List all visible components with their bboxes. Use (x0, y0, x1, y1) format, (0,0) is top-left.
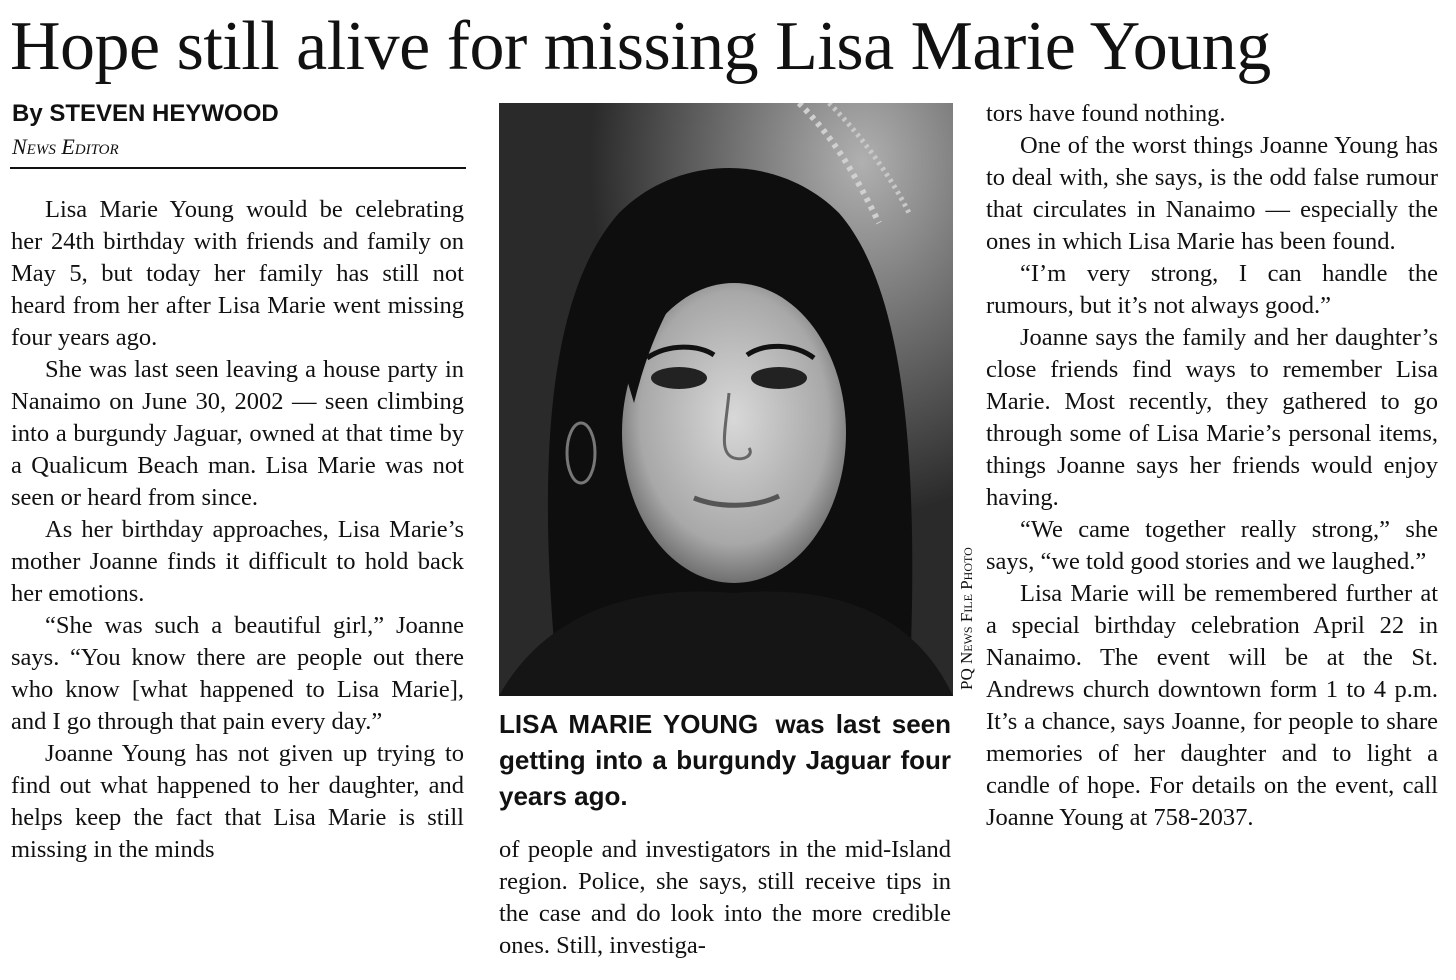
paragraph: One of the worst things Joanne Young has to deal with, she says, is the odd false rumour that circulates in Nanaimo — especially the ones in which Lisa Marie has been found. (986, 132, 1438, 255)
paragraph: She was last seen leaving a house party in Nanaimo on June 30, 2002 — seen climbing into a burgundy Jaguar, owned at that time by a Qualicum Beach man. Lisa Marie was not seen or heard from since. (11, 356, 464, 511)
paragraph: tors have found nothing. (986, 100, 1226, 127)
paragraph: Lisa Marie will be remembered further at a special birthday celebration April 22 in Nanaimo. The event will be at the St. Andrews church downtown form 1 to 4 p.m. It’s a chance, says Joanne, for people to share memories of her daughter and to light a candle of hope. For details on the event, call Joanne Young at 758-2037. (986, 580, 1438, 831)
paragraph: “She was such a beautiful girl,” Joanne says. “You know there are people out there who know [what happened to Lisa Marie], and I go through that pain every day.” (11, 612, 464, 735)
article-column-1 (11, 194, 464, 964)
paragraph: As her birthday approaches, Lisa Marie’s mother Joanne finds it difficult to hold back her emotions. (11, 516, 464, 607)
paragraph: of people and investigators in the mid-Island region. Police, she says, still receive tips in the case and do look into the more credible ones. Still, investiga- (499, 836, 951, 959)
paragraph: “We came together really strong,” she says, “we told good stories and we laughed.” (986, 516, 1438, 575)
portrait-image (499, 103, 953, 696)
caption-text: was last seen getting into a burgundy Jaguar four years ago. (499, 709, 952, 811)
article-column-3 (986, 98, 1438, 968)
caption-name: LISA MARIE YOUNG (499, 709, 759, 739)
photo-credit-text: PQ News File Photo (957, 547, 976, 690)
byline-role: News Editor (12, 134, 119, 159)
photo-caption (499, 706, 951, 814)
portrait-photo (499, 103, 953, 696)
paragraph: “I’m very strong, I can handle the rumours, but it’s not always good.” (986, 260, 1438, 319)
byline-rule (10, 167, 466, 169)
byline: By STEVEN HEYWOOD (12, 100, 279, 127)
paragraph: Lisa Marie Young would be celebrating her 24th birthday with friends and family on May 5, but today her family has still not heard from her after Lisa Marie went missing four years ago. (11, 196, 464, 351)
article-column-2 (499, 834, 951, 964)
photo-credit (956, 547, 980, 900)
paragraph: Joanne says the family and her daughter’s close friends find ways to remember Lisa Marie. Most recently, they gathered to go through some of Lisa Marie’s personal items, things Joanne says her friends would enjoy having. (986, 324, 1438, 511)
paragraph: Joanne Young has not given up trying to find out what happened to her daughter, and helps keep the fact that Lisa Marie is still missing in the minds (11, 740, 464, 863)
headline: Hope still alive for missing Lisa Marie Young (10, 8, 1271, 85)
